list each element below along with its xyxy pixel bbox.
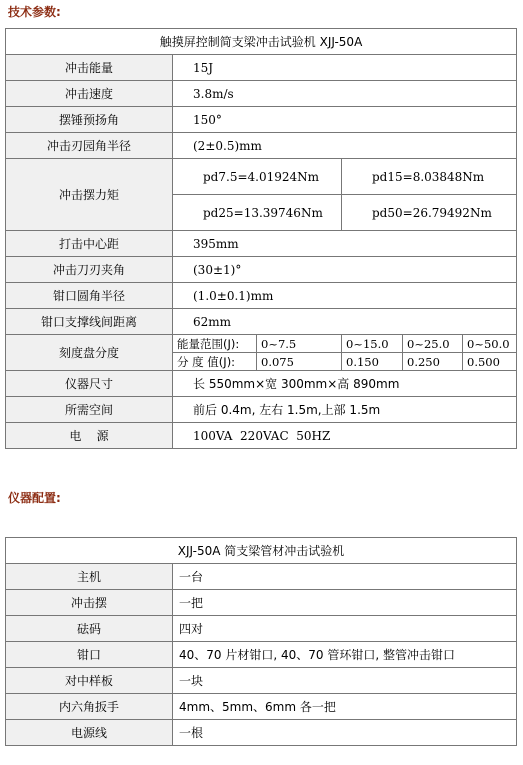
- config-table-header: XJJ-50A 简支梁管材冲击试验机: [6, 538, 517, 564]
- impact-speed-value: 3.8m/s: [173, 81, 517, 107]
- spec-section-title: 技术参数:: [8, 5, 61, 19]
- table-row: [6, 642, 517, 668]
- dimensions-value: 长 550mm×宽 300mm×高 890mm: [173, 371, 517, 397]
- support-distance-label: 钳口支撑线间距离: [6, 309, 173, 335]
- impact-speed-label: 冲击速度: [6, 81, 173, 107]
- power-label: 电 源: [6, 423, 173, 449]
- config-item-value: 40、70 片材钳口, 40、70 管环钳口, 整管冲击钳口: [173, 642, 517, 668]
- dimensions-label: 仪器尺寸: [6, 371, 173, 397]
- config-item-value: 一块: [173, 668, 517, 694]
- table-row: [6, 423, 517, 449]
- dial-label: 刻度盘分度: [6, 335, 173, 371]
- table-row: [6, 231, 517, 257]
- table-row: [6, 694, 517, 720]
- dial-range-3: 0~25.0: [403, 335, 463, 353]
- table-row: [6, 309, 517, 335]
- config-item-label: 钳口: [6, 642, 173, 668]
- config-table: [5, 537, 517, 746]
- dial-division-4: 0.500: [463, 353, 517, 371]
- space-label: 所需空间: [6, 397, 173, 423]
- table-row: [6, 564, 517, 590]
- table-row: [6, 133, 517, 159]
- dial-division-2: 0.150: [342, 353, 403, 371]
- table-row: [6, 107, 517, 133]
- pendulum-angle-label: 摆锤预扬角: [6, 107, 173, 133]
- table-row: [6, 616, 517, 642]
- torque-pd7-5: pd7.5=4.01924Nm: [173, 159, 342, 195]
- jaw-radius-label: 钳口圆角半径: [6, 283, 173, 309]
- support-distance-value: 62mm: [173, 309, 517, 335]
- table-row: [6, 55, 517, 81]
- table-row: [6, 81, 517, 107]
- center-distance-value: 395mm: [173, 231, 517, 257]
- config-item-label: 主机: [6, 564, 173, 590]
- dial-division-1: 0.075: [257, 353, 342, 371]
- dial-range-4: 0~50.0: [463, 335, 517, 353]
- torque-pd15: pd15=8.03848Nm: [342, 159, 517, 195]
- blade-angle-value: (30±1)°: [173, 257, 517, 283]
- config-item-value: 一把: [173, 590, 517, 616]
- config-item-value: 一根: [173, 720, 517, 746]
- table-row: [6, 668, 517, 694]
- config-section-title: 仪器配置:: [8, 491, 61, 505]
- blade-angle-label: 冲击刀刃夹角: [6, 257, 173, 283]
- space-value: 前后 0.4m, 左右 1.5m,上部 1.5m: [173, 397, 517, 423]
- spec-table: [5, 28, 517, 449]
- center-distance-label: 打击中心距: [6, 231, 173, 257]
- config-item-label: 电源线: [6, 720, 173, 746]
- spec-header-row: [6, 29, 517, 55]
- dial-range-2: 0~15.0: [342, 335, 403, 353]
- blade-radius-value: (2±0.5)mm: [173, 133, 517, 159]
- blade-radius-label: 冲击刃园角半径: [6, 133, 173, 159]
- config-item-label: 砝码: [6, 616, 173, 642]
- table-row: [6, 335, 517, 353]
- torque-label: 冲击摆力矩: [6, 159, 173, 231]
- dial-division-3: 0.250: [403, 353, 463, 371]
- table-row: [6, 283, 517, 309]
- power-value: 100VA 220VAC 50HZ: [173, 423, 517, 449]
- table-row: [6, 590, 517, 616]
- config-item-value: 四对: [173, 616, 517, 642]
- table-row: [6, 720, 517, 746]
- config-item-value: 一台: [173, 564, 517, 590]
- dial-division-label: 分 度 值(J):: [173, 353, 257, 371]
- spec-table-header: 触摸屏控制简支梁冲击试验机 XJJ-50A: [6, 29, 517, 55]
- config-item-label: 冲击摆: [6, 590, 173, 616]
- dial-range-1: 0~7.5: [257, 335, 342, 353]
- table-row: [6, 159, 517, 195]
- impact-energy-label: 冲击能量: [6, 55, 173, 81]
- config-item-label: 内六角扳手: [6, 694, 173, 720]
- config-item-label: 对中样板: [6, 668, 173, 694]
- table-row: [6, 257, 517, 283]
- dial-range-label: 能量范围(J):: [173, 335, 257, 353]
- torque-pd50: pd50=26.79492Nm: [342, 195, 517, 231]
- config-header-row: [6, 538, 517, 564]
- table-row: [6, 371, 517, 397]
- config-item-value: 4mm、5mm、6mm 各一把: [173, 694, 517, 720]
- table-row: [6, 397, 517, 423]
- pendulum-angle-value: 150°: [173, 107, 517, 133]
- jaw-radius-value: (1.0±0.1)mm: [173, 283, 517, 309]
- impact-energy-value: 15J: [173, 55, 517, 81]
- torque-pd25: pd25=13.39746Nm: [173, 195, 342, 231]
